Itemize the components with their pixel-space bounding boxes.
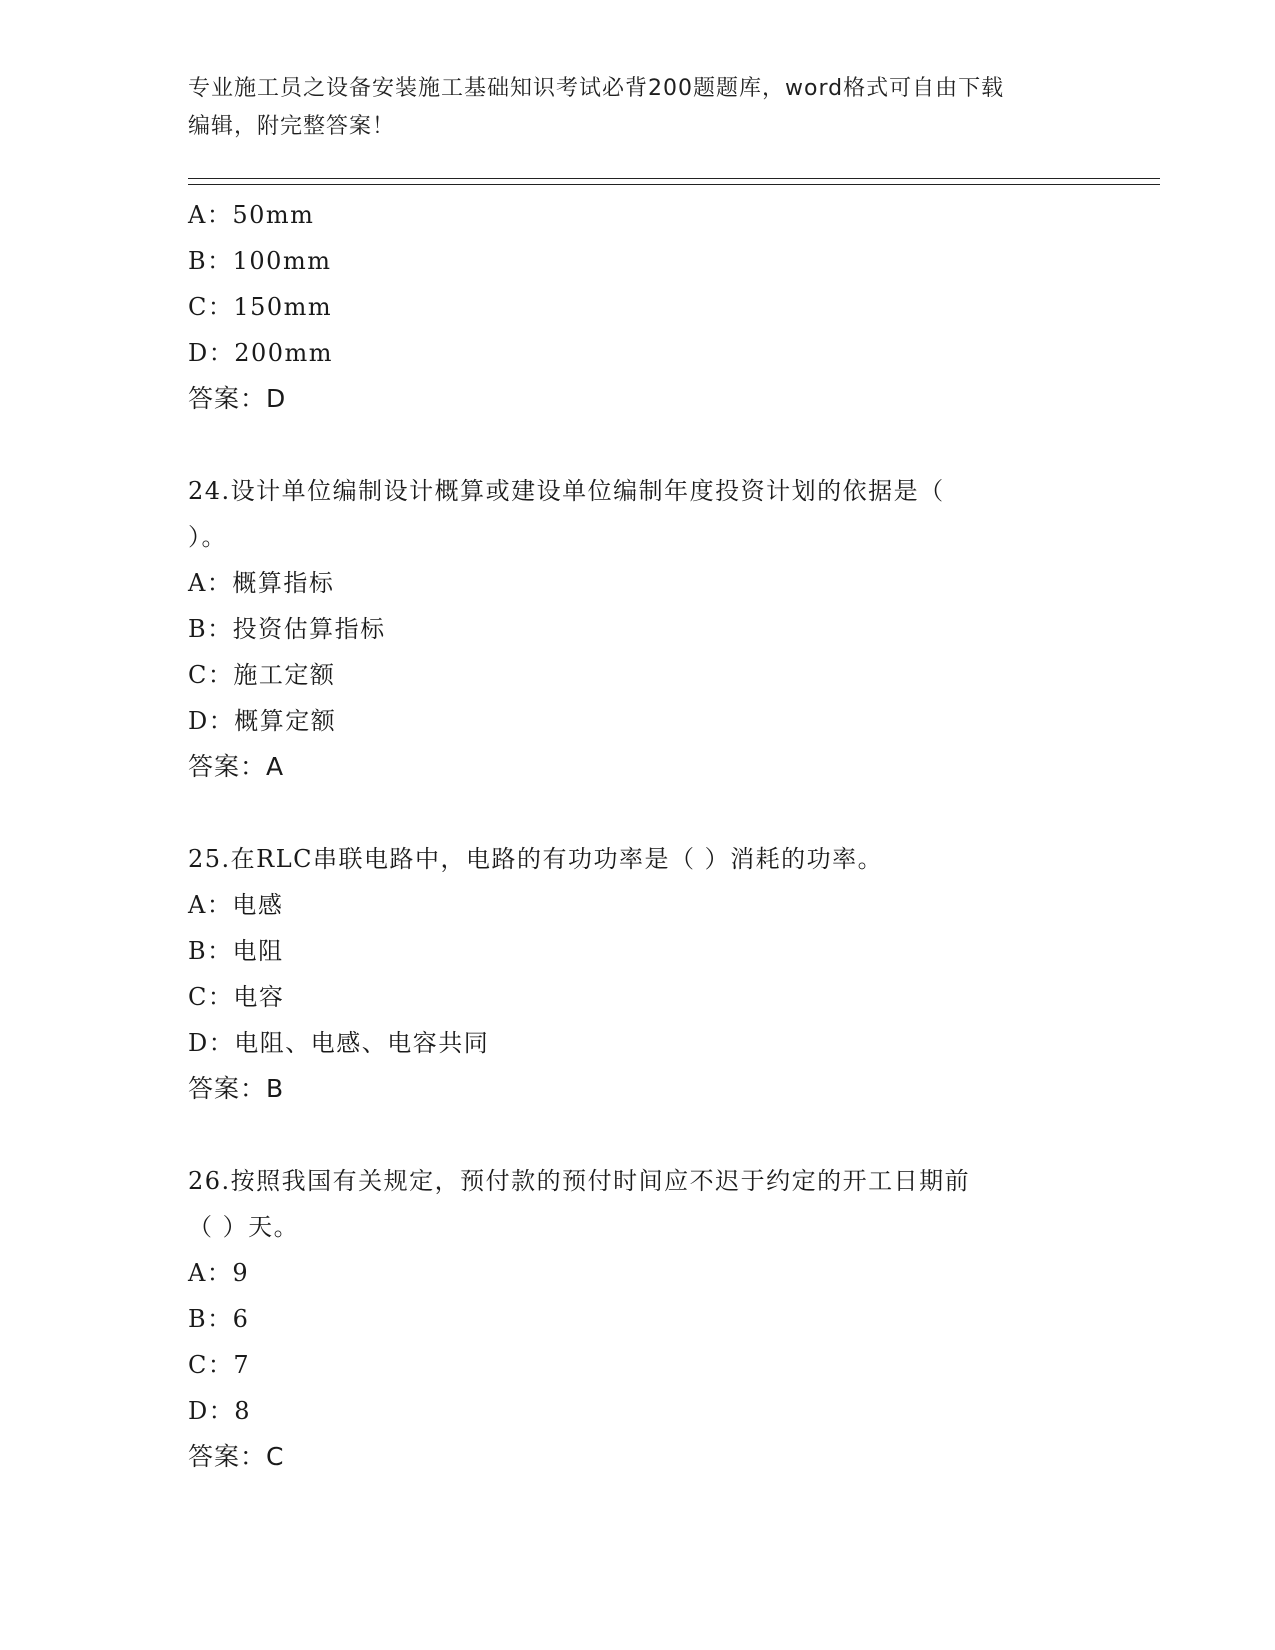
option-c: C：150mm — [188, 293, 333, 321]
answer-label: 答案：A — [188, 752, 285, 781]
option-d: D：8 — [188, 1397, 252, 1425]
question-content — [188, 192, 1088, 1480]
option-c: C：电容 — [188, 983, 285, 1011]
document-header — [188, 70, 1088, 146]
option-a: A：9 — [188, 1259, 250, 1287]
option-d: D：200mm — [188, 339, 334, 367]
option-b: B：6 — [188, 1305, 250, 1333]
option-b: B：100mm — [188, 247, 332, 275]
option-a: A：电感 — [188, 891, 284, 919]
question-text-line-2: ）。 — [188, 523, 227, 551]
option-c: C：7 — [188, 1351, 251, 1379]
question-block-25 — [188, 836, 1088, 1112]
header-divider-bottom — [188, 184, 1160, 185]
option-c: C：施工定额 — [188, 661, 336, 689]
option-a: A：概算指标 — [188, 569, 335, 597]
option-b: B：电阻 — [188, 937, 284, 965]
option-d: D：概算定额 — [188, 707, 337, 735]
spacer — [188, 1112, 1088, 1158]
question-text-line-1: 24.设计单位编制设计概算或建设单位编制年度投资计划的依据是（ — [188, 477, 945, 505]
question-text-line-1: 25.在RLC串联电路中，电路的有功功率是（ ）消耗的功率。 — [188, 845, 884, 873]
question-block-24 — [188, 468, 1088, 790]
question-text-line-1: 26.按照我国有关规定，预付款的预付时间应不迟于约定的开工日期前 — [188, 1167, 971, 1195]
question-block-23 — [188, 192, 1088, 422]
answer-label: 答案：B — [188, 1074, 285, 1103]
header-title-line-1: 专业施工员之设备安装施工基础知识考试必背200题题库，word格式可自由下载 — [188, 76, 1005, 101]
header-divider-top — [188, 178, 1160, 179]
option-d: D：电阻、电感、电容共同 — [188, 1029, 490, 1057]
option-a: A：50mm — [188, 201, 315, 229]
question-text-line-2: （ ）天。 — [188, 1213, 300, 1241]
header-title-line-2: 编辑，附完整答案！ — [188, 114, 396, 139]
spacer — [188, 422, 1088, 468]
answer-label: 答案：C — [188, 1442, 285, 1471]
option-b: B：投资估算指标 — [188, 615, 386, 643]
spacer — [188, 790, 1088, 836]
answer-label: 答案：D — [188, 384, 287, 413]
question-block-26 — [188, 1158, 1088, 1480]
